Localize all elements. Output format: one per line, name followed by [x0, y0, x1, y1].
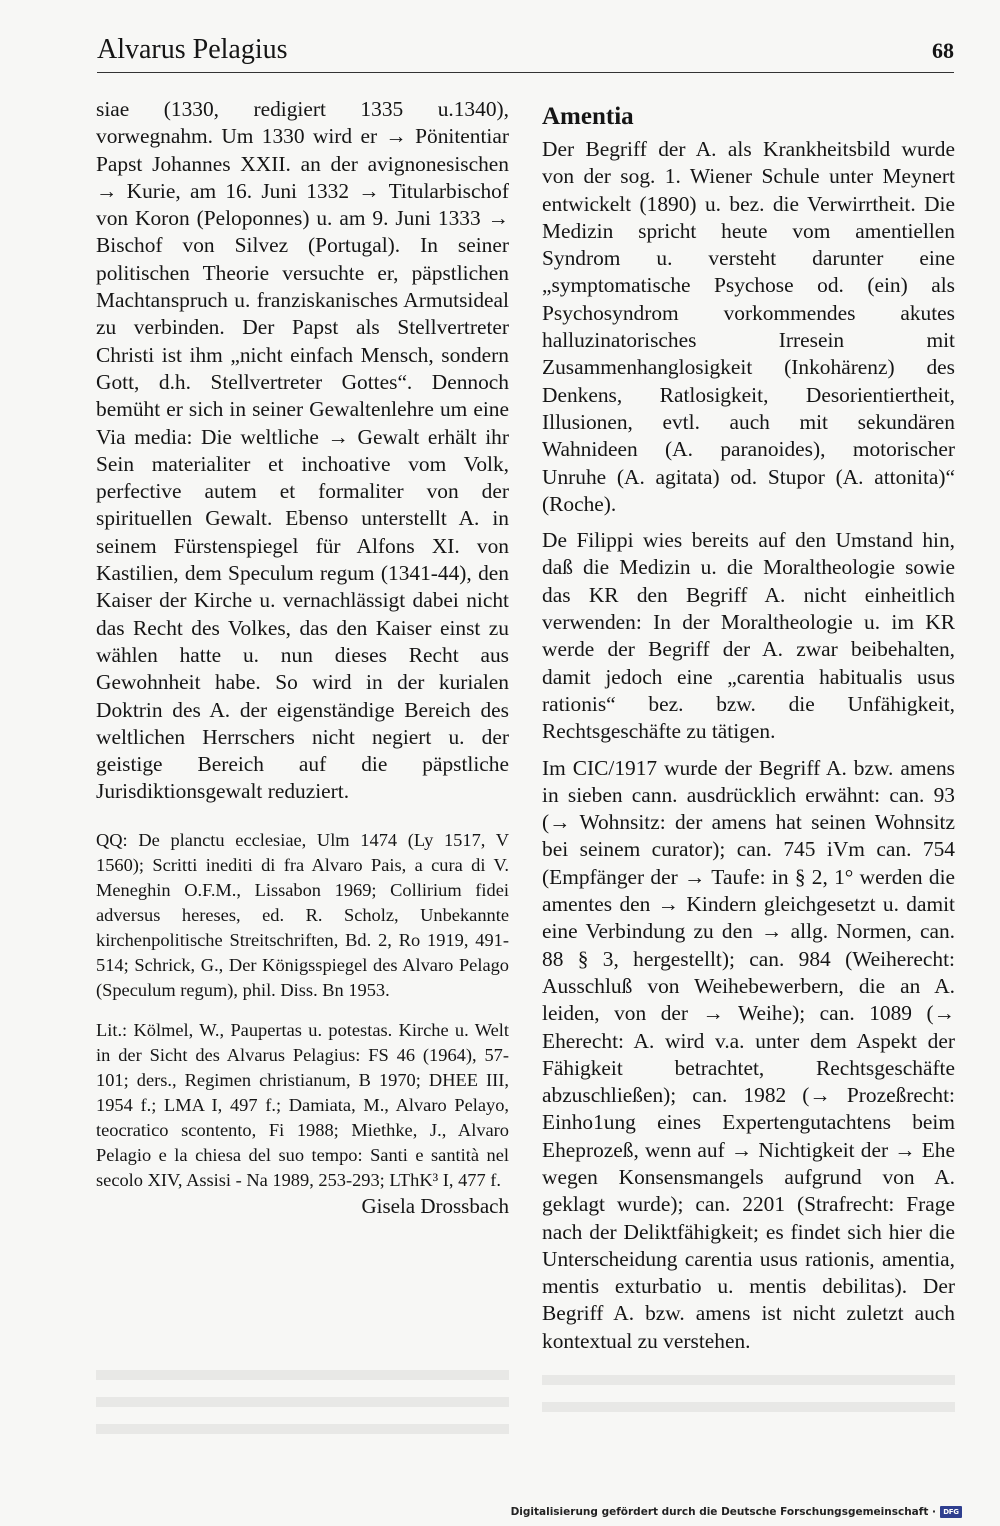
literature-paragraph: Lit.: Kölmel, W., Paupertas u. potestas. Kirche u. Welt in der Sicht des Alvarus Pelagius: FS 46 (1964), 57-101; ders., Regimen christianum, B 1970; DHEE III, 1954 f.; LMA I, 497 f.; Damiata, M., Alvaro Pelayo, teocratico scontento, Fi 1988; Miethke, J., Alvaro Pelagio e la chiesa del suo tempo: Santi e santità nel secolo XIV, Assisi - Na 1989, 253-293; LThK³ I, 477 f. — [96, 1019, 509, 1190]
entry-title: Amentia — [542, 103, 634, 130]
dfg-logo-icon: DFG — [940, 1506, 962, 1518]
running-head: Alvarus Pelagius — [97, 34, 288, 65]
page-header — [97, 32, 954, 73]
digitization-footer — [511, 1506, 962, 1518]
footer-text: Digitalisierung gefördert durch die Deutsche Forschungsgemeinschaft · — [510, 1506, 936, 1518]
page-number: 68 — [932, 38, 954, 63]
body-paragraph: siae (1330, redigiert 1335 u.1340), vorwegnahm. Um 1330 wird er → Pönitentiar Papst Johannes XXII. an der avignonesischen → Kurie, am 16. Juni 1332 → Titularbischof von Koron (Peloponnes) u. am 9. Juni 1333 → Bischof von Silvez (Portugal). In seiner politischen Theorie versuchte er, päpstlichen Machtanspruch u. franziskanisches Armutsideal zu verbinden. Der Papst als Stellvertreter Christi ist ihm „nicht einfach Mensch, sondern Gott, d.h. Stellvertreter Gottes“. Dennoch bemüht er sich in seiner Gewaltenlehre um eine Via media: Die weltliche → Gewalt erhält ihr Sein materialiter et inchoative vom Volk, perfective autem et formaliter von der spirituellen Gewalt. Ebenso unterstellt A. in seinem Fürstenspiegel für Alfons XI. von Kastilien, dem Speculum regum (1341-44), den Kaiser der Kirche u. vernachlässigt dabei nicht das Recht des Volkes, das den Kaiser einst zu wählen hatte u. nun dieses Recht aus Gewohnheit habe. So wird in der kurialen Doktrin des A. der eigenständige Bereich des weltlichen Herrschers nicht negiert u. der geistige Bereich auf die päpstliche Jurisdiktionsgewalt reduziert. — [96, 97, 509, 804]
left-column — [96, 96, 509, 1220]
body-paragraph: Der Begriff der A. als Krankheitsbild wurde von der sog. 1. Wiener Schule unter Meynert entwickelt (1890) u. bez. die Verwirrtheit. Die Medizin spricht heute vom amentiellen Syndrom u. versteht darunter eine „symptomatische Psychose od. (ein) als Psychosyndrom vorkommendes akutes halluzinatorisches Irresein mit Zusammenhanglosigkeit (Inkohärenz) des Denkens, Ratlosigkeit, Desorientiertheit, Illusionen, evtl. auch mit sekundären Wahnideen (A. paranoides), motorischer Unruhe (A. agitata) od. Stupor (A. attonita)“ (Roche). — [542, 137, 955, 516]
author-signature: Gisela Drossbach — [361, 1193, 509, 1218]
right-column — [542, 96, 955, 1355]
bleed-through-shadow — [96, 1370, 509, 1440]
bleed-through-shadow — [542, 1375, 955, 1427]
body-paragraph: Im CIC/1917 wurde der Begriff A. bzw. amens in sieben cann. ausdrücklich erwähnt: can. 93 (→ Wohnsitz: der amens hat seinen Wohnsitz bei seinem curator); can. 745 iVm can. 754 (Empfänger der → Taufe: in § 2, 1° werden die amentes den → Kindern gleichgesetzt u. damit eine Verbindung zu den → allg. Normen, can. 88 § 3, hergestellt); can. 984 (Weiherecht: Ausschluß von Weihebewerbern, die an A. leiden, von der → Weihe); can. 1089 (→ Eherecht: A. wird v.a. unter dem Aspekt der Fähigkeit betrachtet, Rechtsgeschäfte abzuschließen); can. 1982 (→ Prozeßrecht: Einho1ung eines Expertengutachtens beim Eheprozeß, wenn auf → Nichtigkeit der → Ehe wegen Konsensmangels aufgrund von A. geklagt wurde); can. 2201 (Strafrecht: Frage nach der Deliktfähigkeit; es findet sich hier die Unterscheidung carentia usus rationis, amentia, mentis exturbatio u. mentis debilitas). Der Begriff A. bzw. amens ist nicht zuletzt auch kontextual zu verstehen. — [542, 755, 955, 1353]
sources-paragraph: QQ: De planctu ecclesiae, Ulm 1474 (Ly 1517, V 1560); Scritti inediti di fra Alvaro Pais, a cura di V. Meneghin O.F.M., Lissabon 1969; Collirium fidei adversus hereses, ed. R. Scholz, Unbekannte kirchenpolitische Streitschriften, Bd. 2, Ro 1919, 491-514; Schrick, G., Der Königsspiegel des Alvaro Pelago (Speculum regum), phil. Diss. Bn 1953. — [96, 829, 509, 1000]
body-paragraph: De Filippi wies bereits auf den Umstand hin, daß die Medizin u. die Moraltheologie sowie das KR den Begriff A. nicht einheitlich verwenden: In der Moraltheologie u. im KR werde der Begriff der A. zwar beibehalten, damit jedoch eine „carentia habitualis usus rationis“ bez. bzw. die Unfähigkeit, Rechtsgeschäfte zu tätigen. — [542, 528, 955, 744]
